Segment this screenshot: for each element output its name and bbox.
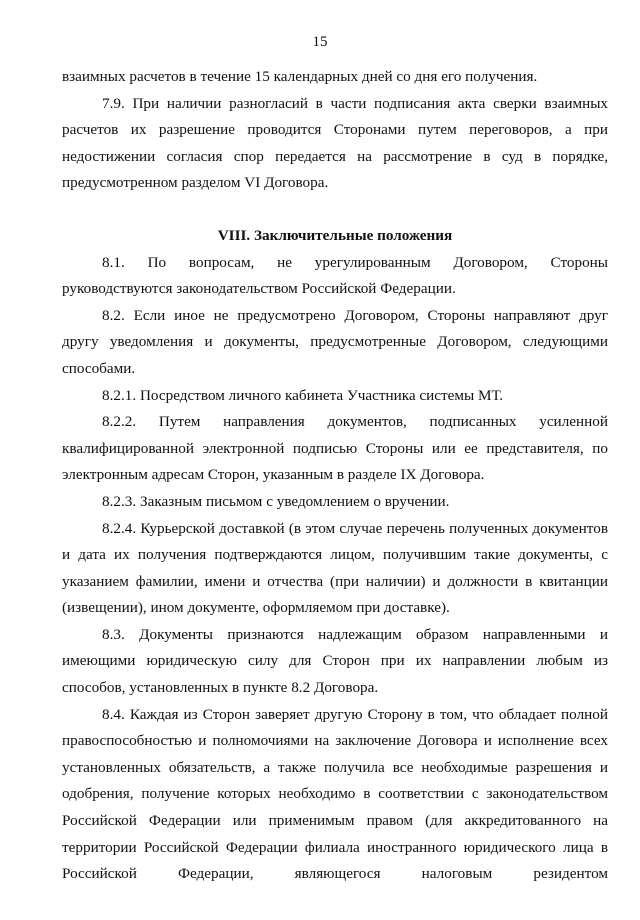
paragraph-8-1: 8.1. По вопросам, не урегулированным Договором, Стороны руководствуются законодательством Российской Федерации.	[62, 253, 608, 298]
paragraph-7-9: 7.9. При наличии разногласий в части подписания акта сверки взаимных расчетов их разрешение проводится Сторонами путем переговоров, а при недостижении согласия спор передается на рассмотрение в суд в порядке, предусмотренном разделом VI Договора.	[62, 94, 608, 192]
section-spacer	[62, 197, 608, 223]
paragraph-8-2-4: 8.2.4. Курьерской доставкой (в этом случае перечень полученных документов и дата их получения подтверждаются лицом, получившим такие документы, с указанием фамилии, имени и отчества (при наличии) и должности в квитанции (извещении), ином документе, оформляемом при доставке).	[62, 519, 608, 617]
paragraph-8-2-2: 8.2.2. Путем направления документов, подписанных усиленной квалифицированной электронной подписью Стороны или ее представителя, по электронным адресам Сторон, указанным в разделе IX Договора.	[62, 413, 608, 484]
paragraph-8-2-3: 8.2.3. Заказным письмом с уведомлением о вручении.	[102, 492, 450, 510]
document-body	[62, 64, 608, 888]
section-heading-viii: VIII. Заключительные положения	[217, 226, 453, 244]
paragraph-8-4: 8.4. Каждая из Сторон заверяет другую Сторону в том, что обладает полной правоспособностью и полномочиями на заключение Договора и исполнение всех установленных обязательств, а также получила все необходимые разрешения и одобрения, получение которых необходимо в соответствии с законодательством Российской Федерации или применимым правом (для аккредитованного на территории Российской Федерации филиала иностранного юридического лица в Российской Федерации, являющегося налоговым резидентом	[62, 705, 608, 883]
paragraph-8-3: 8.3. Документы признаются надлежащим образом направленными и имеющими юридическую силу для Сторон при их направлении любым из способов, установленных в пункте 8.2 Договора.	[62, 625, 608, 697]
page-number: 15	[312, 34, 328, 50]
paragraph-8-2-1: 8.2.1. Посредством личного кабинета Участника системы МТ.	[102, 386, 504, 404]
paragraph-8-2: 8.2. Если иное не предусмотрено Договором, Стороны направляют друг другу уведомления и документы, предусмотренные Договором, следующими способами.	[62, 306, 608, 377]
paragraph-continuation: взаимных расчетов в течение 15 календарных дней со дня его получения.	[62, 68, 538, 85]
